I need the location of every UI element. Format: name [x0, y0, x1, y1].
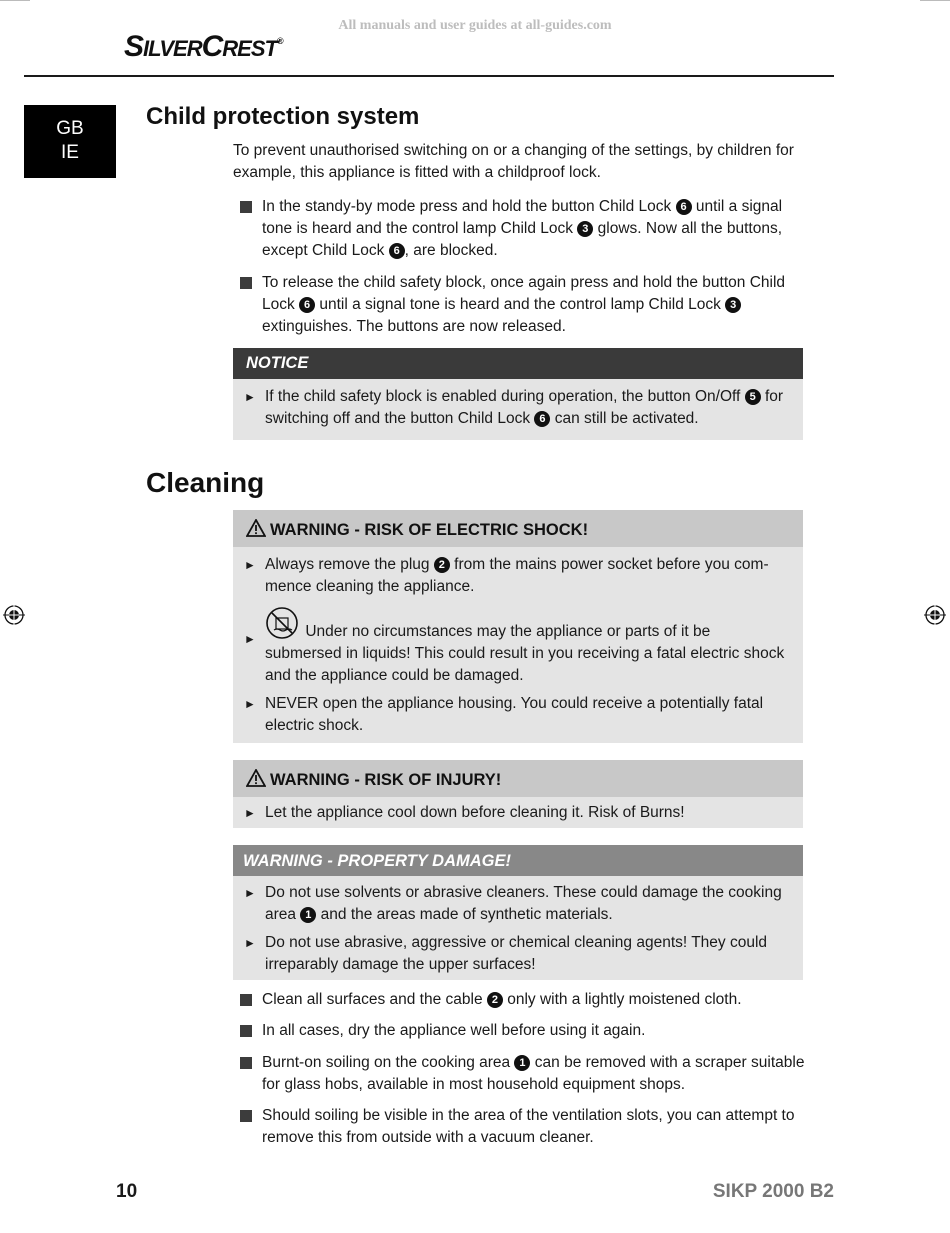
arrow-bullet-icon: ► [244, 806, 256, 820]
warning-triangle-icon [246, 519, 266, 537]
cleaning-bullet-4: Should soiling be visible in the area of the ventilation slots, you can attempt to remove this from outside with a vacuum cleaner. [240, 1105, 805, 1149]
cleaning-bullet-1: Clean all surfaces and the cable 2 only with a lightly moistened cloth. [240, 989, 805, 1011]
ref-number-icon: 1 [514, 1055, 530, 1071]
square-bullet-icon [240, 201, 252, 213]
square-bullet-icon [240, 277, 252, 289]
child-bullet-1: In the standy-by mode press and hold the button Child Lock 6 until a signal tone is heard and the control lamp Child Lock 3 glows. Now all the buttons, except Child Lock 6 , are blocked. [240, 196, 805, 262]
warning-triangle-icon [246, 769, 266, 787]
square-bullet-icon [240, 994, 252, 1006]
language-tab [24, 105, 116, 178]
page-number: 10 [116, 1181, 138, 1202]
warning-property-box [233, 845, 803, 980]
section-title-child-protection: Child protection system [146, 103, 420, 130]
header-rule [24, 75, 834, 77]
warning-property-title: WARNING - PROPERTY DAMAGE! [233, 845, 803, 876]
lang-ie: IE [61, 142, 79, 163]
crop-mark-right [920, 0, 950, 1]
brand-logo: SILVERCREST® [124, 30, 283, 63]
shock-item-3: ► NEVER open the appliance housing. You could receive a potentially fatal electric shock. [244, 695, 764, 734]
square-bullet-icon [240, 1057, 252, 1069]
square-bullet-icon [240, 1110, 252, 1122]
arrow-bullet-icon: ► [244, 558, 256, 572]
ref-number-icon: 3 [725, 297, 741, 313]
ref-number-icon: 5 [745, 389, 761, 405]
child-bullet-2: To release the child safety block, once again press and hold the button Child Lock 6 until a signal tone is heard and the control lamp Child Lock 3 extinguishes. The buttons are now released. [240, 272, 805, 338]
warning-injury-title: WARNING - RISK OF INJURY! [233, 760, 803, 797]
arrow-bullet-icon: ► [244, 632, 256, 646]
arrow-bullet-icon: ► [244, 390, 256, 404]
ref-number-icon: 6 [389, 243, 405, 259]
square-bullet-icon [240, 1025, 252, 1037]
warning-shock-box [233, 510, 803, 743]
child-intro: To prevent unauthorised switching on or a changing of the settings, by children for example, this appliance is fitted with a childproof lock. [233, 142, 794, 181]
warning-injury-box [233, 760, 803, 828]
ref-number-icon: 6 [534, 411, 550, 427]
registration-mark-icon [3, 604, 25, 626]
no-immersion-icon [265, 606, 299, 640]
shock-item-2: ► Under no circumstances may the appliance or parts of it be submersed in liquids! This could result in you receiving a fatal electric shock and the appliance could be damaged. [233, 606, 803, 687]
ref-number-icon: 2 [434, 557, 450, 573]
property-item-2: ► Do not use abrasive, aggressive or chemical cleaning agents! They could irreparably damage the upper surfaces! [244, 934, 768, 973]
section-title-cleaning: Cleaning [146, 467, 265, 498]
warning-shock-title: WARNING - RISK OF ELECTRIC SHOCK! [233, 510, 803, 547]
arrow-bullet-icon: ► [244, 697, 256, 711]
crop-mark-left [0, 0, 30, 1]
ref-number-icon: 2 [487, 992, 503, 1008]
cleaning-bullet-3: Burnt-on soiling on the cooking area 1 can be removed with a scraper suitable for glass hobs, available in most household equipment shops. [240, 1052, 805, 1096]
ref-number-icon: 6 [299, 297, 315, 313]
notice-title: NOTICE [233, 348, 803, 379]
model-number: SIKP 2000 B2 [712, 1181, 834, 1202]
arrow-bullet-icon: ► [244, 936, 256, 950]
watermark: All manuals and user guides at all-guides.com [338, 18, 612, 33]
ref-number-icon: 6 [676, 199, 692, 215]
lang-gb: GB [56, 118, 84, 139]
property-item-1: ► Do not use solvents or abrasive cleaners. These could damage the cooking area 1 and the areas made of synthetic materials. [244, 884, 782, 923]
cleaning-bullet-2: In all cases, dry the appliance well before using it again. [240, 1020, 805, 1042]
shock-item-1: ► Always remove the plug 2 from the mains power socket before you com-mence cleaning the appliance. [244, 556, 769, 595]
notice-item: ► If the child safety block is enabled during operation, the button On/Off 5 for switching off and the button Child Lock 6 can still be activated. [244, 388, 784, 427]
ref-number-icon: 3 [577, 221, 593, 237]
injury-item-1: ► Let the appliance cool down before cleaning it. Risk of Burns! [233, 802, 803, 824]
arrow-bullet-icon: ► [244, 886, 256, 900]
ref-number-icon: 1 [300, 907, 316, 923]
registration-mark-icon [924, 604, 946, 626]
notice-box [233, 348, 803, 440]
